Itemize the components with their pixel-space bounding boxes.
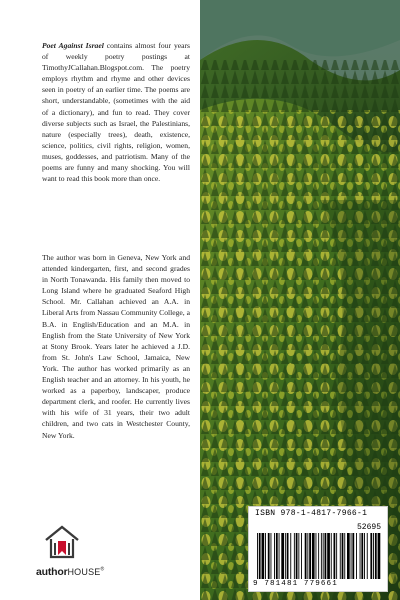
- barcode-bar: [340, 533, 341, 579]
- barcode-bar: [342, 533, 344, 579]
- barcode-bar: [312, 533, 315, 579]
- barcode-bar: [274, 533, 275, 579]
- barcode-bar: [285, 533, 286, 579]
- barcode-bar: [331, 533, 332, 579]
- barcode-bar: [296, 533, 298, 579]
- barcode-bar: [375, 533, 377, 579]
- barcode-bar: [307, 533, 308, 579]
- barcode-bar: [356, 533, 357, 579]
- barcode-bar: [334, 533, 336, 579]
- barcode-bar: [347, 533, 350, 579]
- barcode-bar: [361, 533, 363, 579]
- barcode-bar: [281, 533, 284, 579]
- barcode-bar: [268, 533, 270, 579]
- barcode-bar: [305, 533, 307, 579]
- barcode-bar: [290, 533, 291, 579]
- book-title: Poet Against Israel: [42, 41, 104, 50]
- barcode-bar: [318, 533, 319, 579]
- barcode-bar: [271, 533, 272, 579]
- barcode-bar: [360, 533, 361, 579]
- barcode-bar: [344, 533, 345, 579]
- barcode-bar: [373, 533, 374, 579]
- barcode-bar: [367, 533, 368, 579]
- barcode-bar: [370, 533, 372, 579]
- barcode-bar: [325, 533, 327, 579]
- publisher-logo: [36, 524, 106, 588]
- barcode-bar: [262, 533, 265, 579]
- barcode-digits: 9 781481 779661: [253, 580, 338, 588]
- house-book-icon: [42, 524, 82, 560]
- barcode-bar: [316, 533, 317, 579]
- barcode-bar: [364, 533, 365, 579]
- barcode-bar: [323, 533, 324, 579]
- barcode-bar: [257, 533, 258, 579]
- author-bio: The author was born in Geneva, New York and attended kindergarten, first, and second grades in North Tonawanda. His family then moved to Long Island where he graduated Seaford High School. Mr. Callahan achieved an A.A. in Liberal Arts from Nassau Community College, a B.A. in English/Education and an M.A. in English from the State University of New York at Stony Brook. Years later he achieved a J.D. from St. John's Law School, Jamaica, New York. The author has worked primarily as an English teacher and an attorney. In his youth, he worked as a paperboy, landscaper, produce department clerk, and roofer. He currently lives with his wife of 31 years, their two adult children, and two cats in Westchester County, New York.: [42, 253, 190, 440]
- barcode-bar: [327, 533, 330, 579]
- book-blurb: [42, 40, 190, 184]
- barcode-bar: [309, 533, 311, 579]
- blurb-text: contains almost four years of weekly poetry postings at TimothyJCallahan.Blogspot.com. The poetry employs rhythm and rhyme and other devices seen in poetry of an earlier time. The poems are short, understandable, (sometimes with the aid of a dictionary), and fun to read. They cover diverse subjects such as Israel, the Palestinians, nature (especially trees), death, existence, science, politics, civil rights, religion, women, muses, goddesses, and patriotism. Many of the poems are funny and many shocking. You will want to read this book more than once.: [42, 41, 190, 184]
- barcode-bar: [351, 533, 352, 579]
- barcode-bar: [378, 533, 381, 579]
- barcode-bar: [259, 533, 261, 579]
- barcode-bar: [287, 533, 289, 579]
- price-code: 52695: [356, 523, 381, 532]
- barcode-bar: [298, 533, 299, 579]
- barcode-bar: [301, 533, 302, 579]
- barcode-bars: [255, 533, 383, 579]
- barcode-bar: [276, 533, 278, 579]
- barcode-bar: [352, 533, 354, 579]
- isbn-label: ISBN 978-1-4817-7966-1: [255, 509, 368, 518]
- barcode-bar: [265, 533, 266, 579]
- publisher-name: authorHOUSE®: [36, 566, 104, 578]
- barcode-bar: [321, 533, 322, 579]
- barcode-bar: [336, 533, 337, 579]
- barcode-bar: [294, 533, 295, 579]
- isbn-barcode: [248, 506, 388, 592]
- barcode-bar: [279, 533, 280, 579]
